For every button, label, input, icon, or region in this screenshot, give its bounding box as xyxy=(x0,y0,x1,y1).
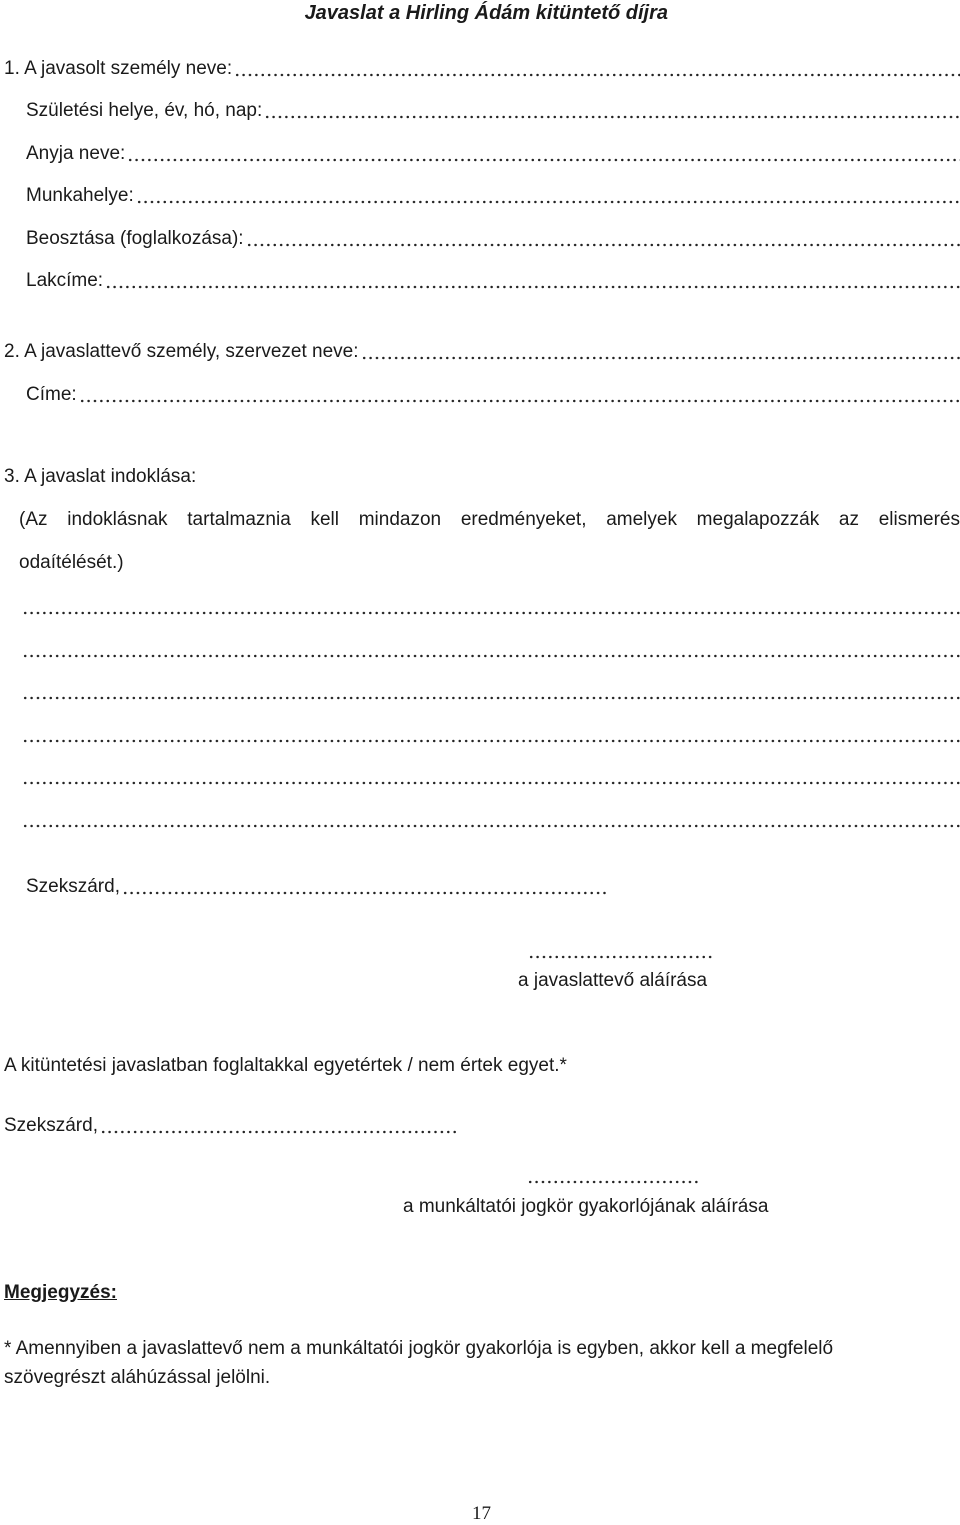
fill-line xyxy=(22,593,960,615)
field-label: Munkahelye: xyxy=(26,185,136,207)
field-label: Anyja neve: xyxy=(26,143,127,165)
signature-line[interactable] xyxy=(528,955,712,959)
fill-line xyxy=(22,636,960,658)
fill-line xyxy=(264,97,960,119)
field-label: 1. A javasolt személy neve: xyxy=(4,58,234,80)
fill-line xyxy=(22,678,960,700)
fill-line xyxy=(136,182,960,204)
fill-line xyxy=(79,381,960,403)
agreement-place-date-field[interactable] xyxy=(4,1111,456,1137)
employer-signature-line[interactable] xyxy=(527,1180,699,1184)
field-label: Beosztása (foglalkozása): xyxy=(26,228,246,250)
place-date-field[interactable] xyxy=(26,872,608,898)
fill-line xyxy=(100,1112,456,1134)
page-number: 17 xyxy=(472,1503,491,1525)
justification-instruction-line1: (Az indoklásnak tartalmaznia kell mindazon eredményeket, amelyek megalapozzák az elismerés xyxy=(19,509,960,531)
note-heading: Megjegyzés: xyxy=(4,1282,117,1304)
workplace-field[interactable] xyxy=(26,181,960,207)
proposer-name-field[interactable] xyxy=(4,337,960,363)
proposer-signature-caption: a javaslattevő aláírása xyxy=(518,970,707,992)
nominee-name-field[interactable] xyxy=(4,54,960,80)
address-field[interactable] xyxy=(26,266,960,292)
justification-line-1[interactable] xyxy=(22,592,960,618)
justification-line-6[interactable] xyxy=(22,805,960,831)
fill-line xyxy=(22,806,960,828)
fill-line xyxy=(127,140,960,162)
birth-details-field[interactable] xyxy=(26,96,960,122)
fill-line xyxy=(105,267,960,289)
field-label: Címe: xyxy=(26,384,79,406)
document-title: Javaslat a Hirling Ádám kitüntető díjra xyxy=(305,2,668,25)
justification-heading: 3. A javaslat indoklása: xyxy=(4,466,196,488)
fill-line xyxy=(361,338,960,360)
proposer-address-field[interactable] xyxy=(26,380,960,406)
fill-line xyxy=(246,225,960,247)
note-line1: * Amennyiben a javaslattevő nem a munkáltatói jogkör gyakorlója is egyben, akkor kell a megfelelő xyxy=(4,1338,833,1360)
field-label: Lakcíme: xyxy=(26,270,105,292)
field-label: Szekszárd, xyxy=(4,1115,100,1137)
justification-line-4[interactable] xyxy=(22,720,960,746)
justification-line-3[interactable] xyxy=(22,677,960,703)
field-label: Szekszárd, xyxy=(26,876,122,898)
justification-instruction-line2: odaítélését.) xyxy=(19,552,124,574)
note-line2: szövegrészt aláhúzással jelölni. xyxy=(4,1367,270,1389)
agreement-statement: A kitüntetési javaslatban foglaltakkal egyetértek / nem értek egyet.* xyxy=(4,1055,567,1077)
mother-name-field[interactable] xyxy=(26,139,960,165)
justification-line-2[interactable] xyxy=(22,635,960,661)
fill-line xyxy=(122,873,608,895)
fill-line xyxy=(22,763,960,785)
justification-line-5[interactable] xyxy=(22,762,960,788)
field-label: Születési helye, év, hó, nap: xyxy=(26,100,264,122)
position-field[interactable] xyxy=(26,224,960,250)
field-label: 2. A javaslattevő személy, szervezet neve: xyxy=(4,341,361,363)
fill-line xyxy=(22,721,960,743)
fill-line xyxy=(234,55,960,77)
employer-signature-caption: a munkáltatói jogkör gyakorlójának aláírása xyxy=(403,1196,768,1218)
